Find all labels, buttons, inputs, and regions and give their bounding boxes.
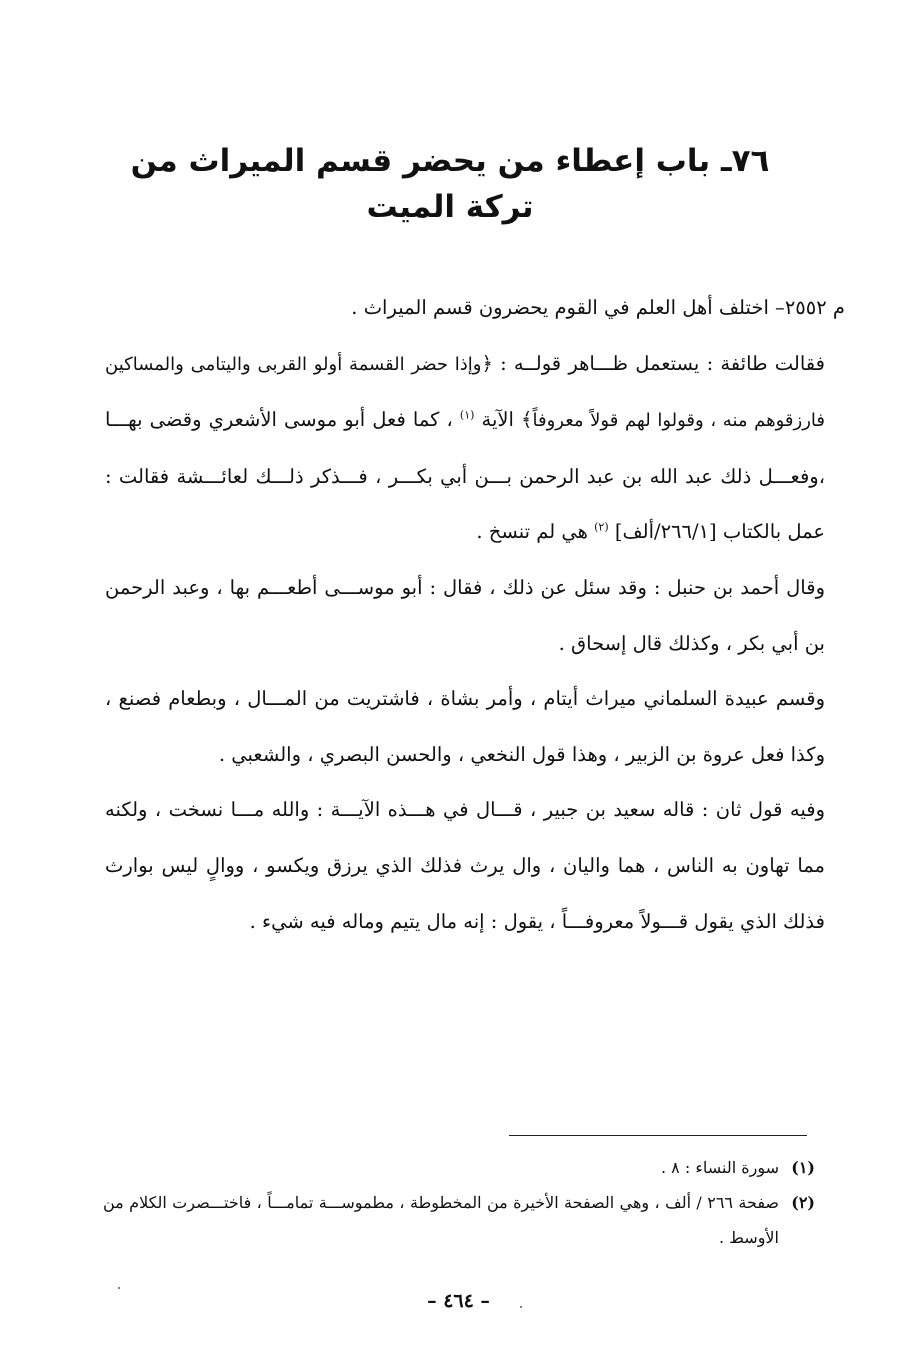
footnote-mark: (١) — [791, 1158, 815, 1177]
scan-speck — [118, 1287, 120, 1289]
footnote-2 — [103, 1185, 815, 1255]
main-text — [105, 280, 845, 949]
chapter-title: ٧٦ـ باب إعطاء من يحضر قسم الميراث من تركة الميت — [130, 143, 770, 225]
footnote-text: سورة النساء : ٨ . — [660, 1158, 779, 1177]
quran-verse: وإذا حضر القسمة أولو القربى واليتامى والمساكين فارزقوهم منه ، وقولوا لهم قولاً معروفاً — [105, 353, 825, 432]
footnote-divider — [509, 1135, 807, 1136]
footnote-text: صفحة ٢٦٦ / ألف ، وهي الصفحة الأخيرة من المخطوطة ، مطموســـة تمامـــاً ، فاختـــصرت الكلام من الأوسط . — [103, 1193, 780, 1247]
footnote-ref-1[interactable]: (١) — [459, 408, 475, 422]
footnote-ref-2[interactable]: (٢) — [594, 520, 609, 534]
paragraph-ubaida: وقسم عبيدة السلماني ميراث أيتام ، وأمر بشاة ، فاشتريت من المـــال ، وبطعام فصنع ، وكذا فعل عروة بن الزبير ، وهذا قول النخعي ، والحسن البصري ، والشعبي . — [105, 687, 825, 766]
footnotes — [103, 1150, 815, 1255]
footnote-mark: (٢) — [791, 1193, 815, 1212]
footnote-1 — [103, 1150, 815, 1185]
text-segment: فقالت طائفة : يستعمل ظـــاهر قولــه : ﴿ — [481, 351, 825, 375]
paragraph-masala-2552: م ٢٥٥٢– اختلف أهل العلم في القوم يحضرون قسم الميراث . — [351, 296, 845, 319]
page-number: – ٤٦٤ – — [427, 1290, 490, 1312]
paragraph-first-opinion — [105, 336, 825, 560]
text-segment: هي لم تنسخ . — [476, 520, 588, 544]
text-segment: ، كما فعل أبو موسى الأشعري وقضى بهـــا ،وفعـــل ذلك عبد الله بن عبد الرحمن بـــن أبي بكـــر ، فـــذكر ذلـــك لعائـــشة فقالت : عمل بالكتاب [٢٦٦/١/ألف] — [105, 408, 825, 544]
scan-speck — [520, 1306, 522, 1308]
text-segment: ﴾ الآية — [481, 408, 533, 432]
paragraph-ahmad: وقال أحمد بن حنبل : وقد سئل عن ذلك ، فقال : أبو موســـى أطعـــم بها ، وعبد الرحمن بن أبي بكر ، وكذلك قال إسحاق . — [105, 575, 825, 655]
paragraph-second-opinion: وفيه قول ثان : قاله سعيد بن جبير ، قـــال في هـــذه الآيـــة : والله مـــا نسخت ، ولكنه مما تهاون به الناس ، هما واليان ، وال يرث فذلك الذي يرزق ويكسو ، ووالٍ ليس بوارث فذلك الذي يقول قـــولاً معروفـــاً ، يقول : إنه مال يتيم وماله فيه شيء . — [105, 798, 825, 933]
